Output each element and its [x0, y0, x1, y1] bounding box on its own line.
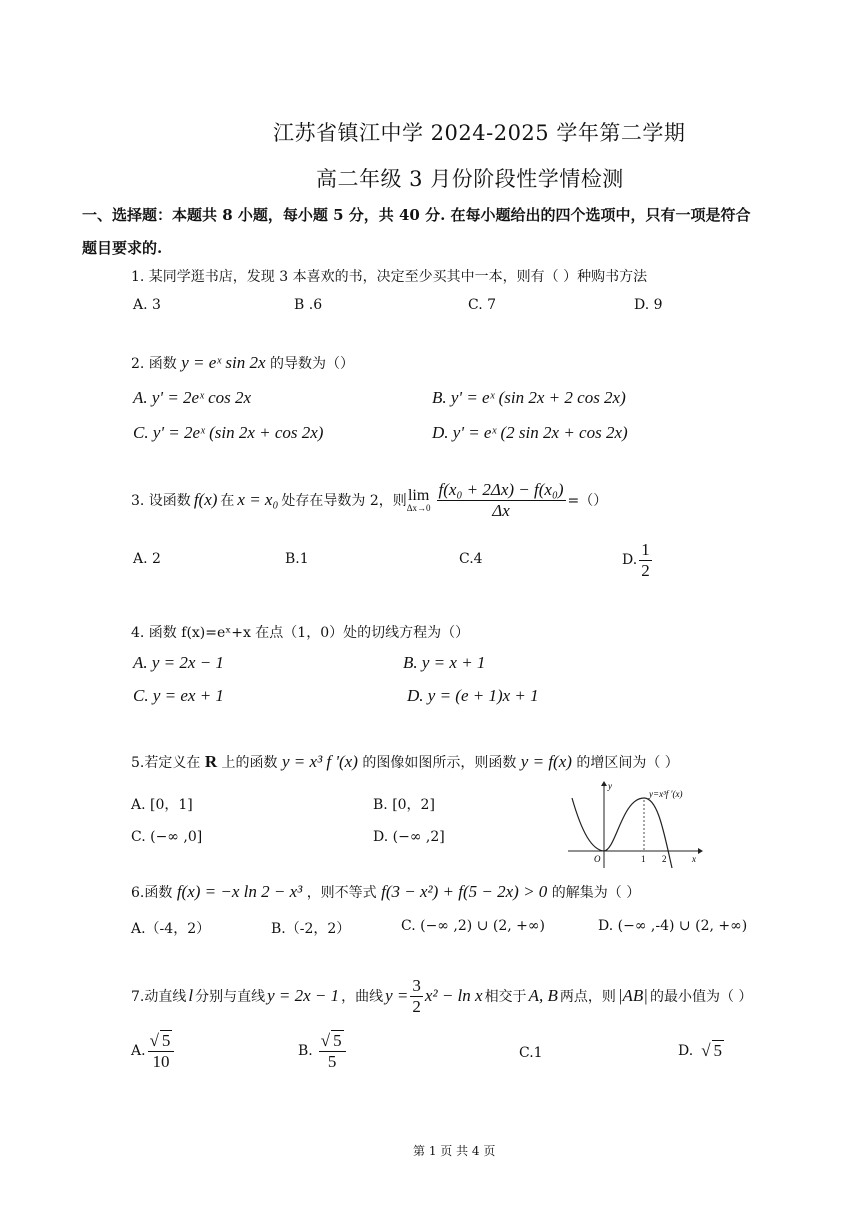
q7-option-b-fraction	[319, 1030, 346, 1071]
q1-option-d: D. 9	[634, 297, 663, 313]
q7-option-a-label: A.	[131, 1042, 146, 1059]
question-6-stem	[131, 882, 640, 902]
sqrt-radicand: 5	[333, 1031, 342, 1050]
q3-denominator: Δx	[492, 500, 510, 520]
q3-function: f(x)	[193, 490, 218, 510]
q7-stem-text: 7.动直线	[131, 989, 187, 1006]
q2-function-expr: y = eˣ sin 2x	[181, 353, 266, 372]
q5-function-graph	[560, 778, 705, 870]
q6-stem-text-end: 的解集为（ ）	[551, 885, 641, 901]
q3-option-d-fraction	[639, 540, 652, 580]
q7-stem-text-2: 分别与直线	[195, 989, 266, 1006]
q7-option-c: C.1	[519, 1045, 543, 1061]
lim-symbol: lim	[407, 486, 430, 504]
q2-stem-text-end: 的导数为（）	[269, 356, 354, 372]
q2-option-c: C. y' = 2eˣ (sin 2x + cos 2x)	[133, 423, 324, 442]
q3-stem-text-end: =（）	[567, 493, 608, 510]
tick-2-label: 2	[662, 854, 667, 864]
q5-option-b: B. [0，2]	[373, 797, 435, 813]
fraction-numerator: 1	[641, 540, 650, 559]
q5-stem-text-end: 的增区间为（ ）	[576, 755, 679, 771]
curve-label: y=x³f ′(x)	[649, 789, 683, 799]
question-1-stem: 1. 某同学逛书店，发现 3 本喜欢的书，决定至少买其中一本，则有（ ）种购书方法	[131, 269, 648, 285]
exam-subtitle: 高二年级 3 月份阶段性学情检测	[316, 167, 624, 191]
q3-stem-text-2: 在	[220, 493, 235, 510]
section-heading-cont: 题目要求的.	[82, 239, 163, 257]
fraction-numerator	[148, 1030, 175, 1052]
q5-option-d: D. (−∞ ,2]	[373, 829, 445, 845]
fraction-denominator: 5	[327, 1051, 337, 1071]
q7-points: A, B	[528, 986, 558, 1006]
question-2-stem	[131, 353, 354, 373]
q2-option-d: D. y' = eˣ (2 sin 2x + cos 2x)	[432, 423, 628, 442]
sqrt-radicand: 5	[161, 1031, 171, 1050]
q5-stem-text: 5.若定义在	[131, 755, 201, 771]
page-footer: 第 1 页 共 4 页	[413, 1144, 496, 1158]
q3-option-d	[622, 540, 654, 580]
q7-option-a	[131, 1030, 176, 1071]
sqrt-icon: √	[320, 1031, 331, 1050]
q2-option-b: B. y' = eˣ (sin 2x + 2 cos 2x)	[432, 388, 626, 407]
q1-option-b: B .6	[294, 297, 323, 313]
q7-line-expr: y = 2x − 1	[267, 986, 340, 1006]
q1-option-c: C. 7	[468, 297, 497, 313]
graph-curve	[572, 798, 672, 868]
q7-option-a-fraction	[148, 1030, 175, 1071]
q7-stem-text-end: 的最小值为（ ）	[649, 989, 753, 1006]
q5-option-a: A. [0，1]	[131, 797, 193, 813]
q6-stem-text-2: ，则不等式	[306, 885, 377, 901]
q6-option-a: A.（-4，2）	[131, 921, 211, 937]
q3-option-c: C.4	[459, 551, 483, 567]
q3-option-b: B.1	[285, 551, 309, 567]
q7-stem-text-4: 相交于	[484, 989, 527, 1006]
q7-stem-text-3: ，曲线	[341, 989, 384, 1006]
q3-fraction	[437, 480, 566, 520]
q3-option-a: A. 2	[133, 551, 161, 567]
tick-1-label: 1	[641, 854, 646, 864]
q7-curve-expr: x² − ln x	[424, 986, 483, 1006]
question-3-stem	[131, 480, 607, 520]
fraction-denominator: 2	[412, 996, 421, 1016]
q7-line-l: l	[188, 986, 194, 1006]
question-5-stem	[131, 752, 679, 772]
q6-inequality: f(3 − x²) + f(5 − 2x) > 0	[381, 882, 548, 901]
q2-option-a: A. y' = 2eˣ cos 2x	[133, 388, 252, 407]
q4-option-a: A. y = 2x − 1	[133, 653, 224, 672]
q6-stem-text: 6.函数	[131, 885, 173, 901]
q3-limit	[407, 488, 431, 513]
q7-curve-fraction	[410, 976, 423, 1016]
fraction-denominator: 10	[152, 1051, 170, 1071]
q5-option-c: C. (−∞ ,0]	[131, 829, 203, 845]
sqrt-radicand: 5	[713, 1041, 723, 1060]
section-heading: 一、选择题：本题共 8 小题，每小题 5 分，共 40 分. 在每小题给出的四个选项中，只有一项是符合	[82, 206, 751, 224]
q4-option-d: D. y = (e + 1)x + 1	[407, 686, 539, 705]
q7-option-b	[298, 1030, 348, 1071]
q6-option-b: B.（-2，2）	[271, 921, 351, 937]
q5-function-expr: y = x³ f '(x)	[282, 752, 358, 771]
q3-stem-text-3: 处存在导数为 2，则	[281, 493, 407, 510]
q7-distance: |AB|	[617, 986, 648, 1006]
exam-title: 江苏省镇江中学 2024-2025 学年第二学期	[273, 121, 686, 145]
q5-function: y = f(x)	[520, 752, 572, 771]
q3-point: x = x₀	[237, 490, 279, 510]
question-7-stem	[131, 976, 752, 1016]
q4-option-b: B. y = x + 1	[403, 653, 486, 672]
q7-option-d-sqrt	[701, 1040, 724, 1061]
q6-option-d: D. (−∞ ,-4) ∪ (2, +∞)	[598, 918, 748, 934]
y-axis-label: y	[608, 781, 612, 791]
x-axis-label: x	[692, 854, 696, 864]
fraction-numerator	[319, 1030, 346, 1052]
q7-option-d	[678, 1040, 724, 1061]
q6-function-expr: f(x) = −x ln 2 − x³	[176, 882, 303, 901]
q7-option-d-label: D.	[678, 1042, 694, 1059]
y-axis-arrow	[601, 781, 607, 786]
q3-option-d-label: D.	[622, 552, 638, 569]
q4-option-c: C. y = ex + 1	[133, 686, 224, 705]
x-axis-arrow	[698, 848, 703, 854]
sqrt-icon: √	[701, 1041, 711, 1060]
q7-stem-text-5: 两点，则	[559, 989, 616, 1006]
fraction-denominator: 2	[641, 560, 650, 580]
lim-subscript: Δx→0	[406, 502, 431, 513]
q3-stem-text: 3. 设函数	[131, 493, 191, 510]
origin-label: O	[594, 854, 601, 864]
fraction-numerator: 3	[412, 976, 421, 995]
q5-real-set: R	[204, 752, 218, 771]
q3-numerator: f(x₀ + 2Δx) − f(x₀)	[438, 480, 564, 499]
q6-option-c: C. (−∞ ,2) ∪ (2, +∞)	[401, 918, 545, 934]
q2-stem-text: 2. 函数	[131, 356, 177, 372]
q5-stem-text-3: 的图像如图所示，则函数	[362, 755, 517, 771]
question-4-stem: 4. 函数 f(x)=eˣ+x 在点（1，0）处的切线方程为（）	[131, 625, 470, 641]
q7-option-b-label: B.	[298, 1042, 313, 1059]
sqrt-icon: √	[149, 1031, 159, 1050]
q5-stem-text-2: 上的函数	[221, 755, 278, 771]
q7-curve-y: y =	[385, 986, 409, 1006]
q1-option-a: A. 3	[133, 297, 161, 313]
